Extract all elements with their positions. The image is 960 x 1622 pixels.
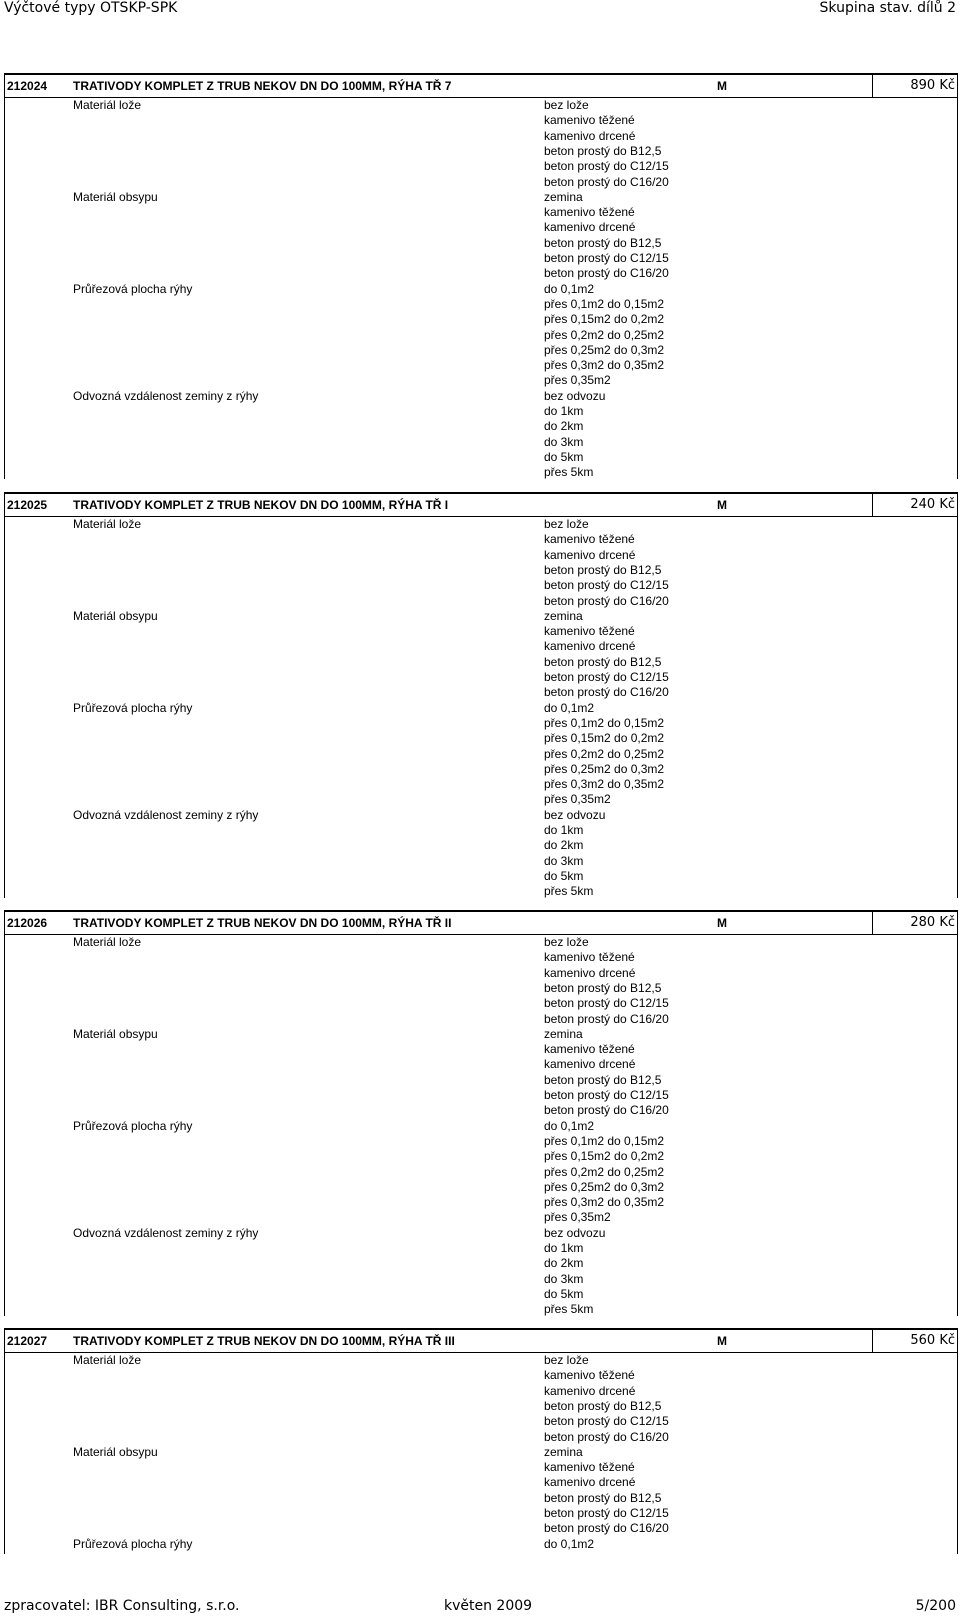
item-block (4, 492, 958, 898)
parameter-value: kamenivo těžené (544, 205, 635, 220)
parameter-value: beton prostý do C12/15 (544, 159, 669, 174)
parameter-value: bez odvozu (544, 388, 606, 403)
parameter-value: beton prostý do C16/20 (544, 266, 669, 281)
parameter-value: kamenivo těžené (544, 113, 635, 128)
parameter-value: bez odvozu (544, 807, 606, 822)
item-code: 212027 (7, 1334, 48, 1348)
footer-date: květen 2009 (444, 1598, 533, 1614)
parameter-value: beton prostý do C16/20 (544, 685, 669, 700)
parameter-value: zemina (544, 1026, 583, 1041)
item-header-row (5, 73, 957, 98)
parameter-value: beton prostý do C16/20 (544, 1103, 669, 1118)
parameter-value: beton prostý do B12,5 (544, 1490, 662, 1505)
item-unit: M (717, 1334, 727, 1348)
parameter-value: do 3km (544, 853, 584, 868)
parameter-value: beton prostý do B12,5 (544, 980, 662, 995)
document-header-title: Výčtové typy OTSKP-SPK (4, 0, 178, 16)
parameter-value: beton prostý do C12/15 (544, 578, 669, 593)
parameter-value: přes 0,2m2 do 0,25m2 (544, 1164, 665, 1179)
parameter-value: přes 0,15m2 do 0,2m2 (544, 731, 665, 746)
parameter-value: zemina (544, 1444, 583, 1459)
parameter-name: Materiál lože (73, 98, 142, 112)
parameter-value: do 0,1m2 (544, 700, 595, 715)
parameter-value: zemina (544, 189, 583, 204)
parameter-value: kamenivo těžené (544, 1042, 635, 1057)
item-price: 240 Kč (872, 494, 958, 516)
item-block (4, 1328, 958, 1554)
parameter-value: do 0,1m2 (544, 281, 595, 296)
parameter-value: kamenivo drcené (544, 547, 636, 562)
parameter-value: přes 0,25m2 do 0,3m2 (544, 1179, 665, 1194)
parameter-value: kamenivo těžené (544, 1368, 635, 1383)
parameter-value: beton prostý do C16/20 (544, 1011, 669, 1026)
parameter-name: Průřezová plocha rýhy (73, 281, 193, 296)
item-title: TRATIVODY KOMPLET Z TRUB NEKOV DN DO 100MM, RÝHA TŘ III (73, 1334, 455, 1348)
parameter-value: beton prostý do C12/15 (544, 1414, 669, 1429)
parameter-value: kamenivo drcené (544, 639, 636, 654)
parameter-value: kamenivo drcené (544, 1057, 636, 1072)
parameter-value: do 5km (544, 1286, 584, 1301)
parameter-value: bez lože (544, 98, 589, 112)
parameter-value: beton prostý do C16/20 (544, 593, 669, 608)
parameter-value: kamenivo těžené (544, 624, 635, 639)
item-code: 212025 (7, 498, 48, 512)
parameter-value: kamenivo drcené (544, 1383, 636, 1398)
parameter-name: Odvozná vzdálenost zeminy z rýhy (73, 1225, 259, 1240)
parameter-value: do 2km (544, 419, 584, 434)
parameter-value: beton prostý do C12/15 (544, 996, 669, 1011)
parameter-value: do 2km (544, 838, 584, 853)
parameter-value: přes 0,3m2 do 0,35m2 (544, 1195, 665, 1210)
parameter-name: Materiál lože (73, 935, 142, 949)
parameter-value: do 1km (544, 404, 584, 418)
item-header-row (5, 910, 957, 935)
item-title: TRATIVODY KOMPLET Z TRUB NEKOV DN DO 100MM, RÝHA TŘ I (73, 498, 449, 512)
parameter-value: beton prostý do B12,5 (544, 143, 662, 158)
parameter-value: přes 0,25m2 do 0,3m2 (544, 761, 665, 776)
parameter-value: bez lože (544, 517, 589, 531)
item-price: 560 Kč (872, 1330, 958, 1352)
parameter-name: Materiál obsypu (73, 1026, 158, 1041)
item-title: TRATIVODY KOMPLET Z TRUB NEKOV DN DO 100MM, RÝHA TŘ 7 (73, 79, 452, 93)
parameter-value: beton prostý do C12/15 (544, 1506, 669, 1520)
parameter-value: přes 0,2m2 do 0,25m2 (544, 327, 665, 342)
item-header-row (5, 492, 957, 517)
parameter-value: přes 5km (544, 465, 594, 480)
parameter-value: do 1km (544, 1241, 584, 1255)
parameter-value: do 3km (544, 1271, 584, 1286)
item-header-row (5, 1328, 957, 1353)
parameter-value: do 2km (544, 1256, 584, 1271)
parameter-value: beton prostý do B12,5 (544, 654, 662, 669)
parameter-name: Materiál lože (73, 517, 142, 531)
parameter-value: zemina (544, 608, 583, 623)
item-unit: M (717, 916, 727, 930)
item-block (4, 73, 958, 479)
item-code: 212026 (7, 916, 48, 930)
parameter-value: přes 5km (544, 1302, 594, 1317)
parameter-value: beton prostý do B12,5 (544, 1072, 662, 1087)
parameter-value: do 5km (544, 868, 584, 883)
parameter-value: beton prostý do C16/20 (544, 174, 669, 189)
parameter-value: přes 0,1m2 do 0,15m2 (544, 296, 665, 311)
parameter-value: kamenivo drcené (544, 220, 636, 235)
item-unit: M (717, 79, 727, 93)
parameter-value: přes 0,15m2 do 0,2m2 (544, 1149, 665, 1164)
parameter-value: kamenivo těžené (544, 1460, 635, 1475)
parameter-value: bez lože (544, 935, 589, 949)
parameter-value: do 3km (544, 434, 584, 449)
parameter-value: přes 0,15m2 do 0,2m2 (544, 312, 665, 327)
parameter-value: beton prostý do B12,5 (544, 235, 662, 250)
parameter-name: Materiál obsypu (73, 189, 158, 204)
parameter-value: beton prostý do C16/20 (544, 1429, 669, 1444)
item-block (4, 910, 958, 1316)
parameter-name: Odvozná vzdálenost zeminy z rýhy (73, 388, 259, 403)
parameter-value: do 1km (544, 823, 584, 837)
parameter-value: beton prostý do B12,5 (544, 1398, 662, 1413)
parameter-value: přes 0,35m2 (544, 1210, 611, 1225)
parameter-value: kamenivo drcené (544, 965, 636, 980)
parameter-value: kamenivo těžené (544, 950, 635, 965)
parameter-value: kamenivo drcené (544, 1475, 636, 1490)
parameter-value: přes 0,1m2 do 0,15m2 (544, 1133, 665, 1148)
parameter-name: Materiál obsypu (73, 608, 158, 623)
parameter-value: beton prostý do C12/15 (544, 251, 669, 265)
parameter-value: beton prostý do C16/20 (544, 1521, 669, 1536)
item-code: 212024 (7, 79, 48, 93)
parameter-value: přes 0,3m2 do 0,35m2 (544, 777, 665, 792)
parameter-value: přes 0,1m2 do 0,15m2 (544, 715, 665, 730)
item-title: TRATIVODY KOMPLET Z TRUB NEKOV DN DO 100MM, RÝHA TŘ II (73, 916, 452, 930)
parameter-name: Průřezová plocha rýhy (73, 1118, 193, 1133)
parameter-value: do 0,1m2 (544, 1118, 595, 1133)
parameter-value: bez lože (544, 1353, 589, 1367)
parameter-value: přes 0,35m2 (544, 792, 611, 807)
parameter-name: Průřezová plocha rýhy (73, 700, 193, 715)
parameter-name: Materiál obsypu (73, 1444, 158, 1459)
parameter-value: do 0,1m2 (544, 1536, 595, 1551)
item-unit: M (717, 498, 727, 512)
parameter-value: beton prostý do C12/15 (544, 1088, 669, 1102)
item-price: 280 Kč (872, 912, 958, 934)
parameter-value: přes 5km (544, 884, 594, 899)
document-header-section: Skupina stav. dílů 2 (819, 0, 956, 16)
footer-page-number: 5/200 (915, 1598, 956, 1614)
parameter-value: bez odvozu (544, 1225, 606, 1240)
parameter-value: beton prostý do B12,5 (544, 562, 662, 577)
parameter-value: do 5km (544, 449, 584, 464)
parameter-value: přes 0,3m2 do 0,35m2 (544, 358, 665, 373)
footer-author: zpracovatel: IBR Consulting, s.r.o. (4, 1598, 240, 1614)
parameter-value: přes 0,35m2 (544, 373, 611, 388)
parameter-name: Materiál lože (73, 1353, 142, 1367)
parameter-value: kamenivo drcené (544, 128, 636, 143)
parameter-value: přes 0,2m2 do 0,25m2 (544, 746, 665, 761)
parameter-value: beton prostý do C12/15 (544, 670, 669, 684)
parameter-value: přes 0,25m2 do 0,3m2 (544, 342, 665, 357)
parameter-value: kamenivo těžené (544, 532, 635, 547)
parameter-name: Průřezová plocha rýhy (73, 1536, 193, 1551)
parameter-name: Odvozná vzdálenost zeminy z rýhy (73, 807, 259, 822)
item-price: 890 Kč (872, 75, 958, 97)
